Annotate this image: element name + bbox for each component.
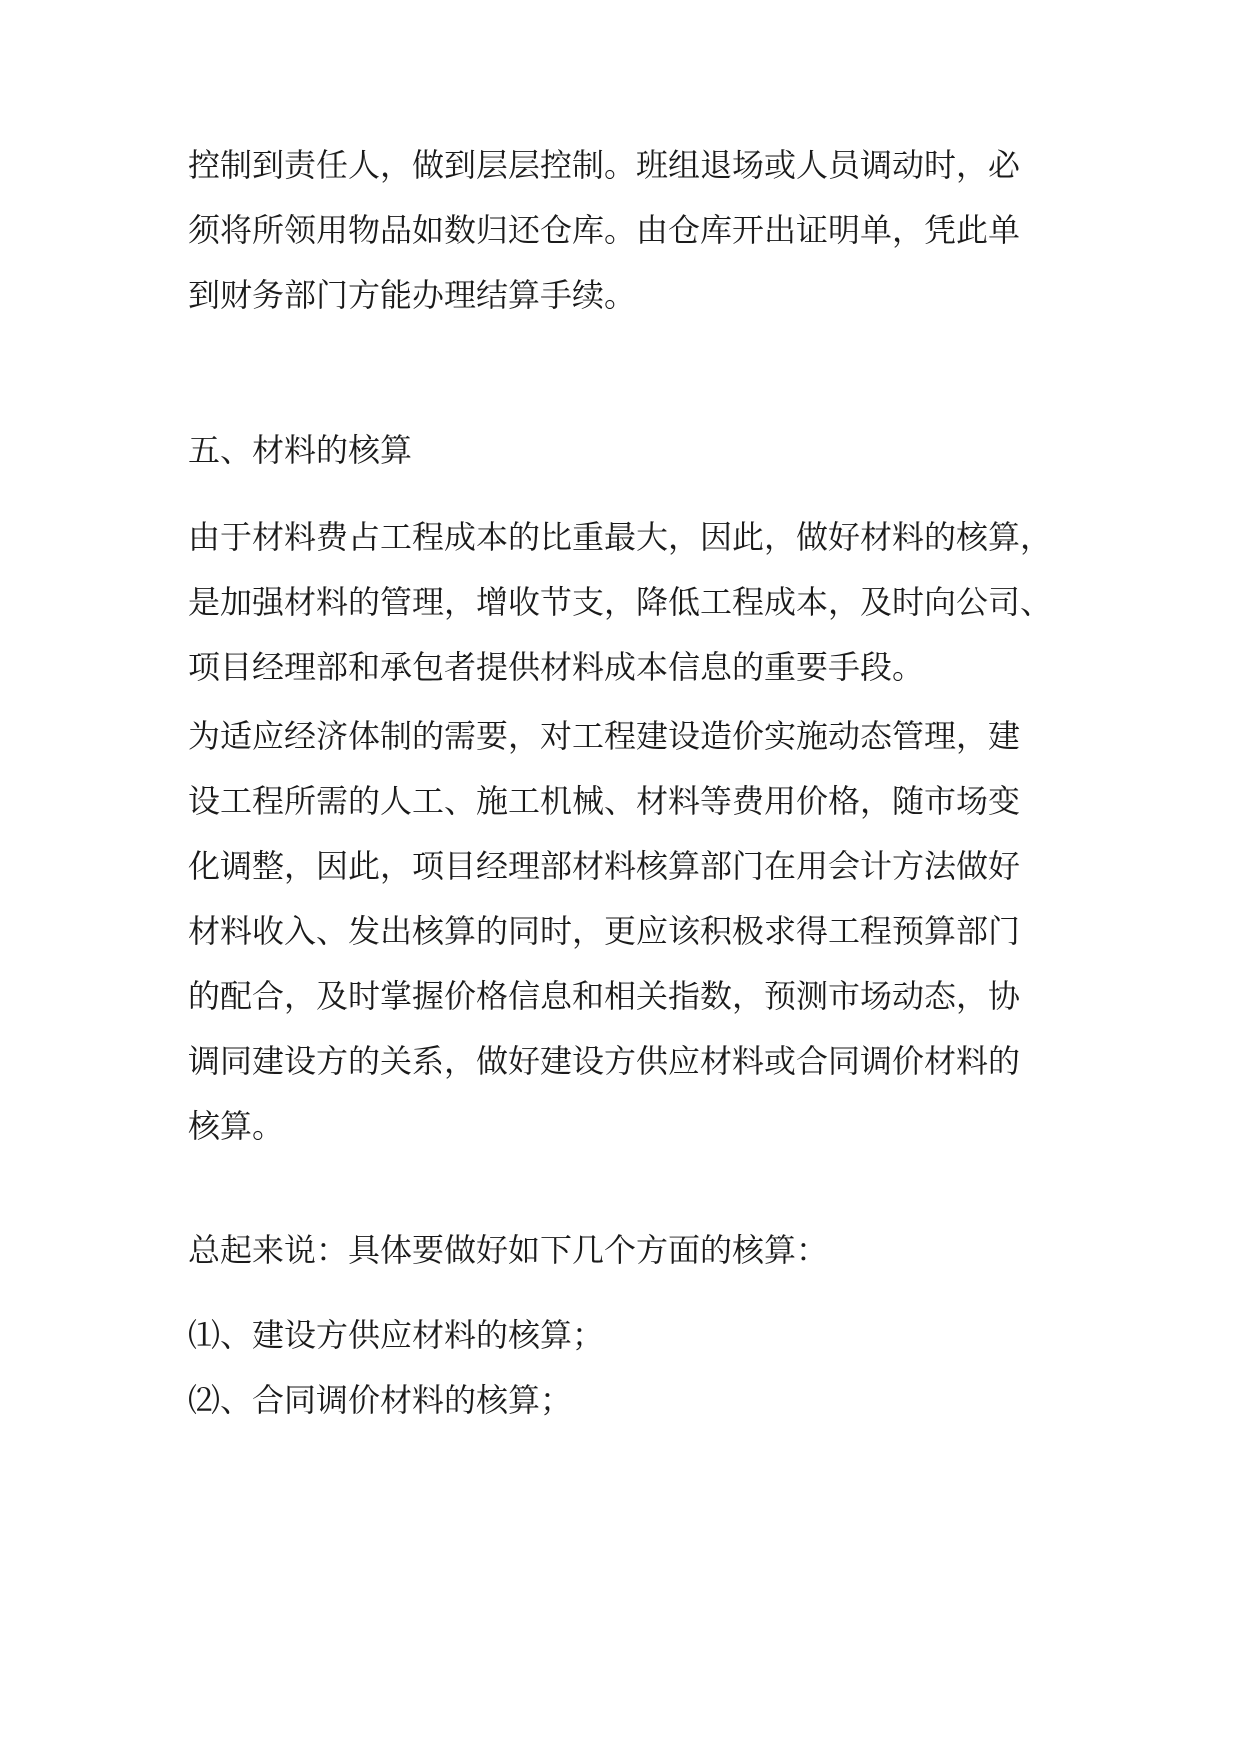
section-heading: 五、材料的核算 (188, 431, 413, 469)
paragraph-line: 须将所领用物品如数归还仓库。由仓库开出证明单，凭此单 (188, 211, 1021, 249)
paragraph-line: 控制到责任人，做到层层控制。班组退场或人员调动时，必 (188, 146, 1021, 184)
paragraph-line: 由于材料费占工程成本的比重最大，因此，做好材料的核算， (188, 518, 1053, 556)
paragraph-line: 的配合，及时掌握价格信息和相关指数，预测市场动态，协 (188, 977, 1021, 1015)
paragraph-line: 设工程所需的人工、施工机械、材料等费用价格，随市场变 (188, 782, 1021, 820)
paragraph-line: 到财务部门方能办理结算手续。 (188, 276, 637, 314)
list-item: ⑴、建设方供应材料的核算； (188, 1316, 605, 1354)
summary-line: 总起来说：具体要做好如下几个方面的核算： (188, 1231, 829, 1269)
summary-block (188, 1218, 1068, 1283)
paragraph-line: 是加强材料的管理，增收节支，降低工程成本，及时向公司、 (188, 583, 1053, 621)
paragraph-warehouse-return (188, 133, 1068, 328)
paragraph-material-cost (188, 505, 1068, 700)
paragraph-line: 调同建设方的关系，做好建设方供应材料或合同调价材料的 (188, 1042, 1021, 1080)
paragraph-line: 化调整，因此，项目经理部材料核算部门在用会计方法做好 (188, 847, 1021, 885)
accounting-list (188, 1303, 1068, 1433)
list-item: ⑵、合同调价材料的核算； (188, 1381, 573, 1419)
section-heading-block (188, 418, 1068, 483)
paragraph-dynamic-management (188, 704, 1068, 1159)
paragraph-line: 为适应经济体制的需要，对工程建设造价实施动态管理，建 (188, 717, 1021, 755)
paragraph-line: 项目经理部和承包者提供材料成本信息的重要手段。 (188, 648, 925, 686)
paragraph-line: 材料收入、发出核算的同时，更应该积极求得工程预算部门 (188, 912, 1021, 950)
paragraph-line: 核算。 (188, 1107, 285, 1145)
